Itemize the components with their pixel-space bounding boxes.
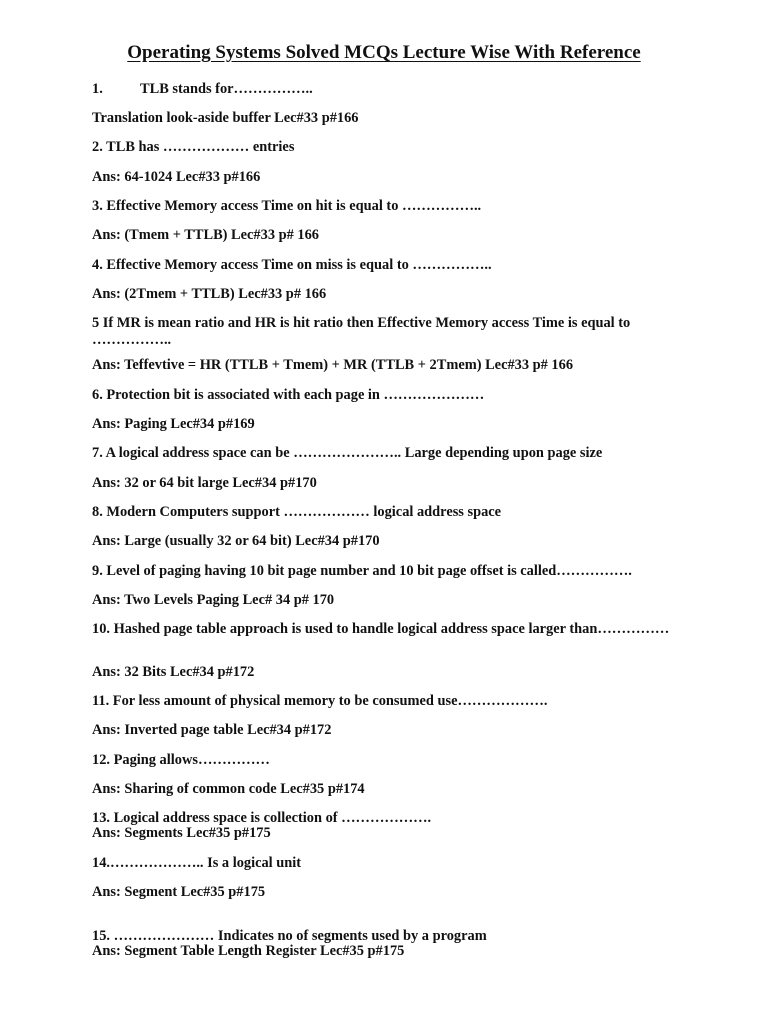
question-10: 10. Hashed page table approach is used to handle logical address space larger than…………… [92,621,670,637]
answer-10: Ans: 32 Bits Lec#34 p#172 [92,664,255,680]
question-14: 14.……………….. Is a logical unit [92,855,302,871]
question-6: 6. Protection bit is associated with each page in ………………… [92,387,485,403]
answer-1: Translation look-aside buffer Lec#33 p#166 [92,110,359,126]
answer-2: Ans: 64-1024 Lec#33 p#166 [92,169,261,185]
answer-9: Ans: Two Levels Paging Lec# 34 p# 170 [92,592,335,608]
question-1-number: 1. [92,81,103,97]
answer-13: Ans: Segments Lec#35 p#175 [92,825,271,841]
question-2: 2. TLB has ……………… entries [92,139,295,155]
question-12: 12. Paging allows…………… [92,752,270,768]
question-15: 15. ………………… Indicates no of segments used by a program [92,928,487,944]
document-title-text: Operating Systems Solved MCQs Lecture Wise With Reference [127,42,641,63]
question-8: 8. Modern Computers support ……………… logical address space [92,504,502,520]
question-11: 11. For less amount of physical memory to be consumed use………………. [92,693,548,709]
answer-4: Ans: (2Tmem + TTLB) Lec#33 p# 166 [92,286,327,302]
question-4: 4. Effective Memory access Time on miss is equal to …………….. [92,257,492,273]
answer-5: Ans: Teffevtive = HR (TTLB + Tmem) + MR (TTLB + 2Tmem) Lec#33 p# 166 [92,357,574,373]
answer-14: Ans: Segment Lec#35 p#175 [92,884,266,900]
question-5: 5 If MR is mean ratio and HR is hit ratio then Effective Memory access Time is equal to …………….. [92,315,631,348]
question-9: 9. Level of paging having 10 bit page number and 10 bit page offset is called……………. [92,563,632,579]
answer-7: Ans: 32 or 64 bit large Lec#34 p#170 [92,475,317,491]
question-1-text: TLB stands for…………….. [140,81,313,97]
answer-3: Ans: (Tmem + TTLB) Lec#33 p# 166 [92,227,319,243]
answer-6: Ans: Paging Lec#34 p#169 [92,416,255,432]
answer-15: Ans: Segment Table Length Register Lec#35 p#175 [92,943,405,959]
question-1 [92,81,692,98]
question-3: 3. Effective Memory access Time on hit is equal to …………….. [92,198,482,214]
question-13: 13. Logical address space is collection of ………………. [92,810,432,826]
answer-11: Ans: Inverted page table Lec#34 p#172 [92,722,332,738]
answer-8: Ans: Large (usually 32 or 64 bit) Lec#34 p#170 [92,533,380,549]
question-7: 7. A logical address space can be ………………….. Large depending upon page size [92,445,603,461]
answer-12: Ans: Sharing of common code Lec#35 p#174 [92,781,365,797]
document-title [0,41,768,65]
